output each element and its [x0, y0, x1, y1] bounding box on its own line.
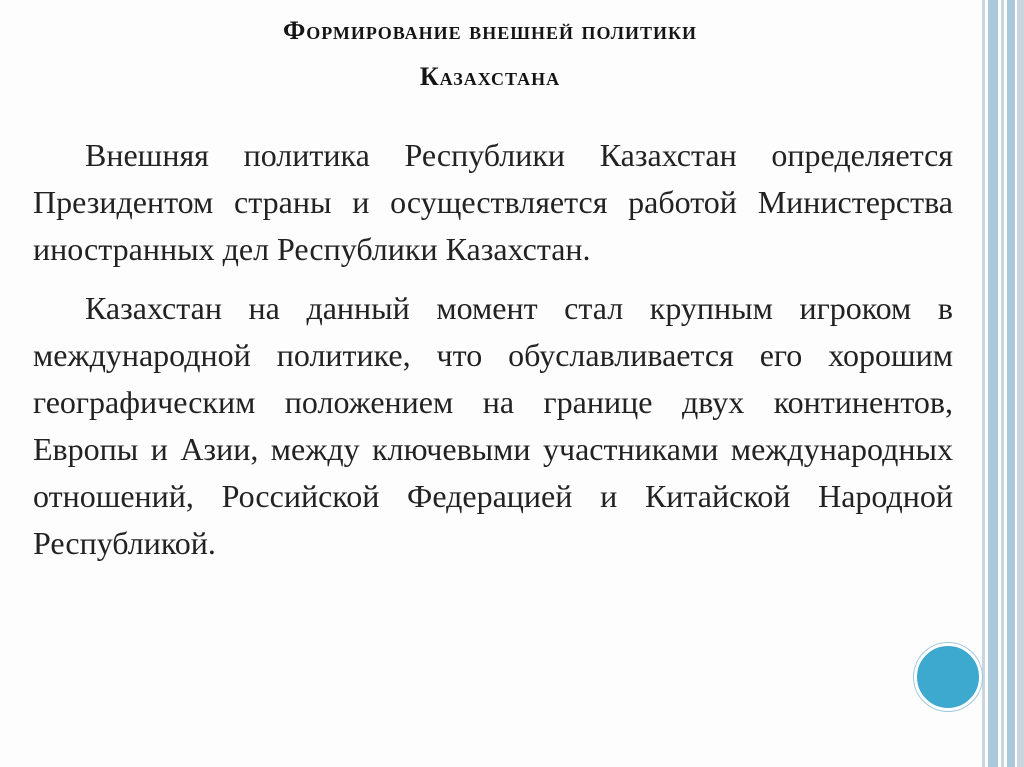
- decorative-stripe: [1017, 0, 1024, 767]
- paragraph-2: Казахстан на данный момент стал крупным игроком в международной политике, что обуславливается его хорошим географическим положением на границе двух континентов, Европы и Азии, между ключевыми участниками международных отношений, Российской Федерацией и Китайской Народной Республикой.: [33, 290, 953, 561]
- slide-body: [33, 132, 953, 579]
- paragraph-1: Внешняя политика Республики Казахстан определяется Президентом страны и осуществляется работой Министерства иностранных дел Республики Казахстан.: [33, 137, 953, 267]
- slide-title-line-1: Формирование внешней политики: [282, 16, 698, 45]
- decorative-stripe: [1007, 0, 1015, 767]
- slide-title-line-2: Казахстана: [419, 62, 561, 91]
- decorative-circle: [914, 643, 982, 711]
- decorative-stripe: [1001, 0, 1004, 767]
- decorative-stripe: [988, 0, 998, 767]
- decorative-stripe: [982, 0, 985, 767]
- slide-title: [40, 8, 940, 100]
